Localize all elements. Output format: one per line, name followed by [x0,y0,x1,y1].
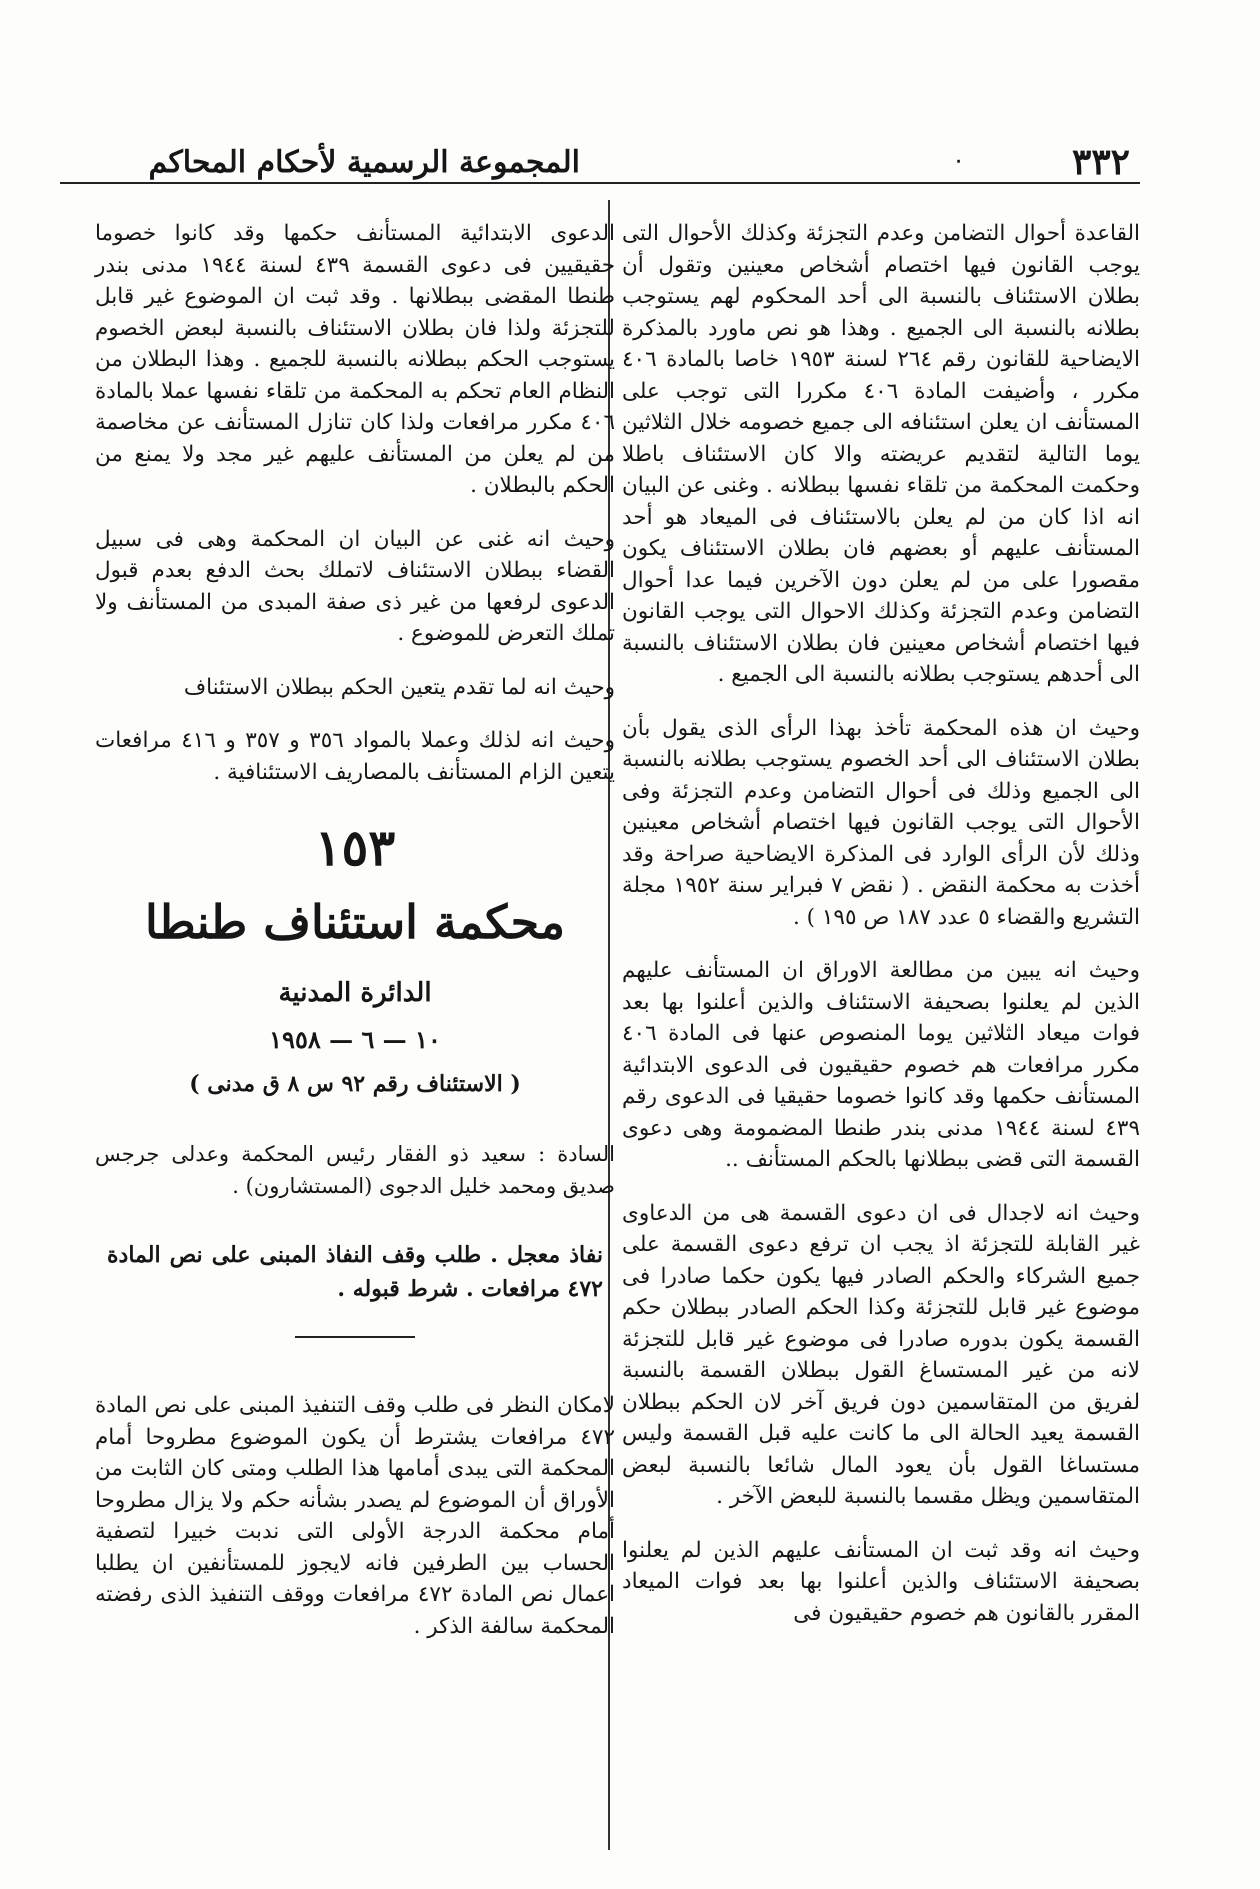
paragraph: وحيث انه لذلك وعملا بالمواد ٣٥٦ و ٣٥٧ و ٤١٦ مرافعات يتعين الزام المستأنف بالمصاريف الاستئنافية . [95,728,615,785]
paragraph: وحيث انه لما تقدم يتعين الحكم ببطلان الاستئناف [183,674,615,700]
section-rule [295,1336,415,1338]
paragraph: وحيث ان هذه المحكمة تأخذ بهذا الرأى الذى يقول بأن بطلان الاستئناف الى أحد الخصوم يستوجب بطلانه بالنسبة الى الجميع وذلك فى أحوال التضامن وعدم التجزئة وفى الأحوال التى يوجب القانون فيها اختصام أشخاص معينين وذلك لأن الرأى الوارد فى المذكرة الايضاحية صراحة وقد أخذت به محكمة النقض . ( نقض ٧ فبراير سنة ١٩٥٢ مجلة التشريع والقضاء ٥ عدد ١٨٧ ص ١٩٥ ) . [622,715,1141,930]
running-title: المجموعة الرسمية لأحكام المحاكم [148,145,580,180]
paragraph: وحيث انه يبين من مطالعة الاوراق ان المستأنف عليهم الذين لم يعلنوا بصحيفة الاستئناف والذين أعلنوا بها بعد فوات ميعاد الثلاثين يوما المنصوص عنها فى المادة ٤٠٦ مكرر مرافعات هم خصوم حقيقيون فى الدعوى الابتدائية المستأنف حكمها وقد كانوا خصوما حقيقيا فى الدعوى رقم ٤٣٩ لسنة ١٩٤٤ مدنى بندر طنطا المضمومة وهى دعوى القسمة التى قضى ببطلانها بالحكم المستأنف .. [622,958,1141,1172]
paragraph: وحيث انه وقد ثبت ان المستأنف عليهم الذين لم يعلنوا بصحيفة الاستئناف والذين أعلنوا بها بعد فوات الميعاد المقرر بالقانون هم خصوم حقيقيون فى [622,1537,1140,1626]
paragraph: الدعوى الابتدائية المستأنف حكمها وقد كانوا خصوما حقيقيين فى دعوى القسمة ٤٣٩ لسنة ١٩٤٤ مدنى بندر طنطا المقضى ببطلانها . وقد ثبت ان الموضوع غير قابل للتجزئة ولذا فان بطلان الاستئناف بالنسبة لبعض الخصوم يستوجب الحكم ببطلانه بالنسبة للجميع . وهذا البطلان من النظام العام تحكم به المحكمة من تلقاء نفسها عملا بالمادة ٤٠٦ مكرر مرافعات ولذا كان تنازل المستأنف عن مخاصمة من لم يعلن من المستأنف عليهم غير مجد ولا يمنع من الحكم بالبطلان . [95,221,615,498]
paragraph: وحيث انه لاجدال فى ان دعوى القسمة هى من الدعاوى غير القابلة للتجزئة اذ يجب ان ترفع دعوى القسمة على جميع الشركاء والحكم الصادر فيها يكون حكما صادرا فى موضوع غير قابل للتجزئة وكذا الحكم الصادر ببطلان حكم القسمة يكون بدوره صادرا فى موضوع غير قابل للتجزئة لانه من غير المستساغ القول ببطلان القسمة بالنسبة لفريق من المتقاسمين دون فريق آخر لان الحكم ببطلان القسمة يعيد الحالة الى ما كانت عليه قبل القسمة وليس مستساغا القول بأن يعود المال شائعا بالنسبة لبعض المتقاسمين ويظل مقسما بالنسبة للبعض الآخر . [622,1200,1140,1509]
case-number: ١٥٣ [314,818,396,877]
appeal-reference: ( الاستئناف رقم ٩٢ س ٨ ق مدنى ) [189,1071,521,1097]
holding-paragraph: لامكان النظر فى طلب وقف التنفيذ المبنى على نص المادة ٤٧٢ مرافعات يشترط أن يكون الموضوع مطروحا أمام المحكمة التى يبدى أمامها هذا الطلب ومتى كان الثابت من الأوراق أن الموضوع لم يصدر بشأنه حكم ولا يزال مطروحا أمام محكمة الدرجة الأولى التى ندبت خبيرا لتصفية الحساب بين الطرفين فانه لايجوز للمستأنفين ان يطلبا اعمال نص المادة ٤٧٢ مرافعات ووقف التنفيذ الذى رفضته المحكمة سالفة الذكر . [95,1393,616,1639]
paragraph: وحيث انه غنى عن البيان ان المحكمة وهى فى سبيل القضاء ببطلان الاستئناف لاتملك بحث الدفع بعدم قبول الدعوى لرفعها من غير ذى صفة المبدى من المستأنف ولا تملك التعرض للموضوع . [95,526,615,646]
paragraph: القاعدة أحوال التضامن وعدم التجزئة وكذلك الأحوال التى يوجب القانون فيها اختصام أشخاص معينين وتقول أن بطلان الاستئناف بالنسبة الى أحد المحكوم لهم يستوجب بطلانه بالنسبة الى الجميع . وهذا هو نص ماورد بالمذكرة الايضاحية للقانون رقم ٢٦٤ لسنة ١٩٥٣ خاصا بالمادة ٤٠٦ مكرر ، وأضيفت المادة ٤٠٦ مكررا التى توجب على المستأنف ان يعلن استئنافه الى جميع خصومه خلال الثلاثين يوما التالية لتقديم عريضته والا كان الاستئناف باطلا وحكمت المحكمة من تلقاء نفسها ببطلانه . وغنى عن البيان انه اذا كان من لم يعلن بالاستئناف فى الميعاد هو أحد المستأنف عليهم أو بعضهم فان بطلان الاستئناف يكون مقصورا على من لم يعلن دون الآخرين فيما عدا أحوال التضامن وعدم التجزئة وكذلك الاحوال التى يوجب القانون فيها اختصام أشخاص معينين فان بطلان الاستئناف بالنسبة الى أحدهم يستوجب بطلانه بالنسبة الى الجميع . [622,221,1140,687]
right-column [622,218,1140,1651]
page-header [60,142,1140,184]
left-column [95,218,615,1664]
judgment-date: ١٠ — ٦ — ١٩٥٨ [269,1025,441,1054]
judges-list: السادة : سعيد ذو الفقار رئيس المحكمة وعدلى جرجس صديق ومحمد خليل الدجوى (المستشارون) . [95,1142,615,1198]
header-separator: ٠ [952,146,965,174]
page-number: ٣٣٢ [1071,141,1130,183]
circuit-name: الدائرة المدنية [278,978,432,1008]
headnote-summary: نفاذ معجل . طلب وقف النفاذ المبنى على نص المادة ٤٧٢ مرافعات . شرط قبوله . [107,1242,603,1302]
court-name: محكمة استئناف طنطا [145,895,565,949]
